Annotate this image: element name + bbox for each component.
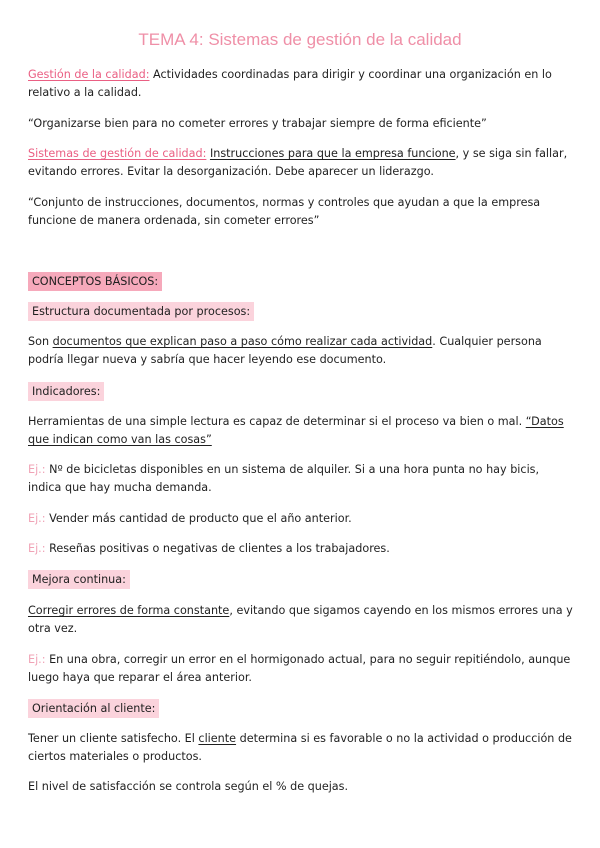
example-label: Ej.: bbox=[28, 653, 46, 666]
mejora-underlined: Corregir errores de forma constante bbox=[28, 604, 230, 617]
gestion-definition bbox=[28, 66, 573, 102]
page-title: TEMA 4: Sistemas de gestión de la calidad bbox=[138, 30, 462, 49]
example-label: Ej.: bbox=[28, 463, 46, 476]
example-text: Reseñas positivas o negativas de clientes a los trabajadores. bbox=[45, 542, 390, 555]
example-text: En una obra, corregir un error en el hormigonado actual, para no seguir repitiéndolo, aunque luego haya que reparar el área anterior. bbox=[28, 653, 571, 684]
estructura-pre: Son bbox=[28, 335, 53, 348]
estructura-body bbox=[28, 333, 573, 369]
sistemas-underlined: Instrucciones para que la empresa funcione bbox=[209, 147, 456, 160]
orientacion-pre: Tener un cliente satisfecho. El bbox=[28, 732, 199, 745]
indicadores-underlined: “Datos que indican como van las cosas” bbox=[28, 415, 564, 446]
mejora-text: , evitando que sigamos cayendo en los mismos errores una y otra vez. bbox=[28, 604, 573, 635]
indicadores-heading-row bbox=[28, 382, 573, 401]
example-obra bbox=[28, 651, 573, 687]
estructura-underlined: documentos que explican paso a paso cómo realizar cada actividad bbox=[52, 335, 433, 348]
example-text: Vender más cantidad de producto que el año anterior. bbox=[45, 512, 352, 525]
indicadores-text: Herramientas de una simple lectura es capaz de determinar si el proceso va bien o mal. bbox=[28, 415, 526, 428]
indicadores-heading: Indicadores: bbox=[28, 382, 104, 401]
example-label: Ej.: bbox=[28, 512, 46, 525]
example-bicicletas bbox=[28, 461, 573, 497]
orientacion-quejas: El nivel de satisfacción se controla según el % de quejas. bbox=[28, 780, 349, 793]
gestion-text: Actividades coordinadas para dirigir y coordinar una organización en lo relativo a la calidad. bbox=[28, 68, 552, 99]
quote-organizarse: “Organizarse bien para no cometer errores y trabajar siempre de forma eficiente” bbox=[28, 117, 487, 130]
example-label: Ej.: bbox=[28, 542, 46, 555]
orientacion-body bbox=[28, 730, 573, 766]
estructura-heading: Estructura documentada por procesos: bbox=[28, 302, 254, 321]
sistemas-term: Sistemas de gestión de calidad: bbox=[28, 147, 207, 160]
orientacion-heading: Orientación al cliente: bbox=[28, 699, 159, 718]
indicadores-body bbox=[28, 413, 573, 449]
sistemas-text: , y se siga sin fallar, evitando errores. Evitar la desorganización. Debe aparecer un liderazgo. bbox=[28, 147, 568, 178]
mejora-body bbox=[28, 602, 573, 638]
orientacion-post: determina si es favorable o no la actividad o producción de ciertos materiales o productos. bbox=[28, 732, 572, 763]
orientacion-heading-row bbox=[28, 699, 573, 718]
mejora-heading-row bbox=[28, 570, 573, 589]
conceptos-heading-row bbox=[28, 272, 573, 291]
quote-conjunto: “Conjunto de instrucciones, documentos, normas y controles que ayudan a que la empresa funcione de manera ordenada, sin cometer errores” bbox=[28, 196, 541, 227]
orientacion-underlined: cliente bbox=[198, 732, 237, 745]
example-vender bbox=[28, 510, 573, 528]
example-text: Nº de bicicletas disponibles en un sistema de alquiler. Si a una hora punta no hay bicis, indica que hay mucha demanda. bbox=[28, 463, 540, 494]
conceptos-heading: CONCEPTOS BÁSICOS: bbox=[28, 272, 162, 291]
estructura-heading-row bbox=[28, 302, 573, 321]
sistemas-definition bbox=[28, 145, 573, 181]
gestion-term: Gestión de la calidad: bbox=[28, 68, 150, 81]
estructura-post: . Cualquier persona podría llegar nueva y sabría que hacer leyendo ese documento. bbox=[28, 335, 542, 366]
mejora-heading: Mejora continua: bbox=[28, 570, 130, 589]
example-resenas bbox=[28, 540, 573, 558]
